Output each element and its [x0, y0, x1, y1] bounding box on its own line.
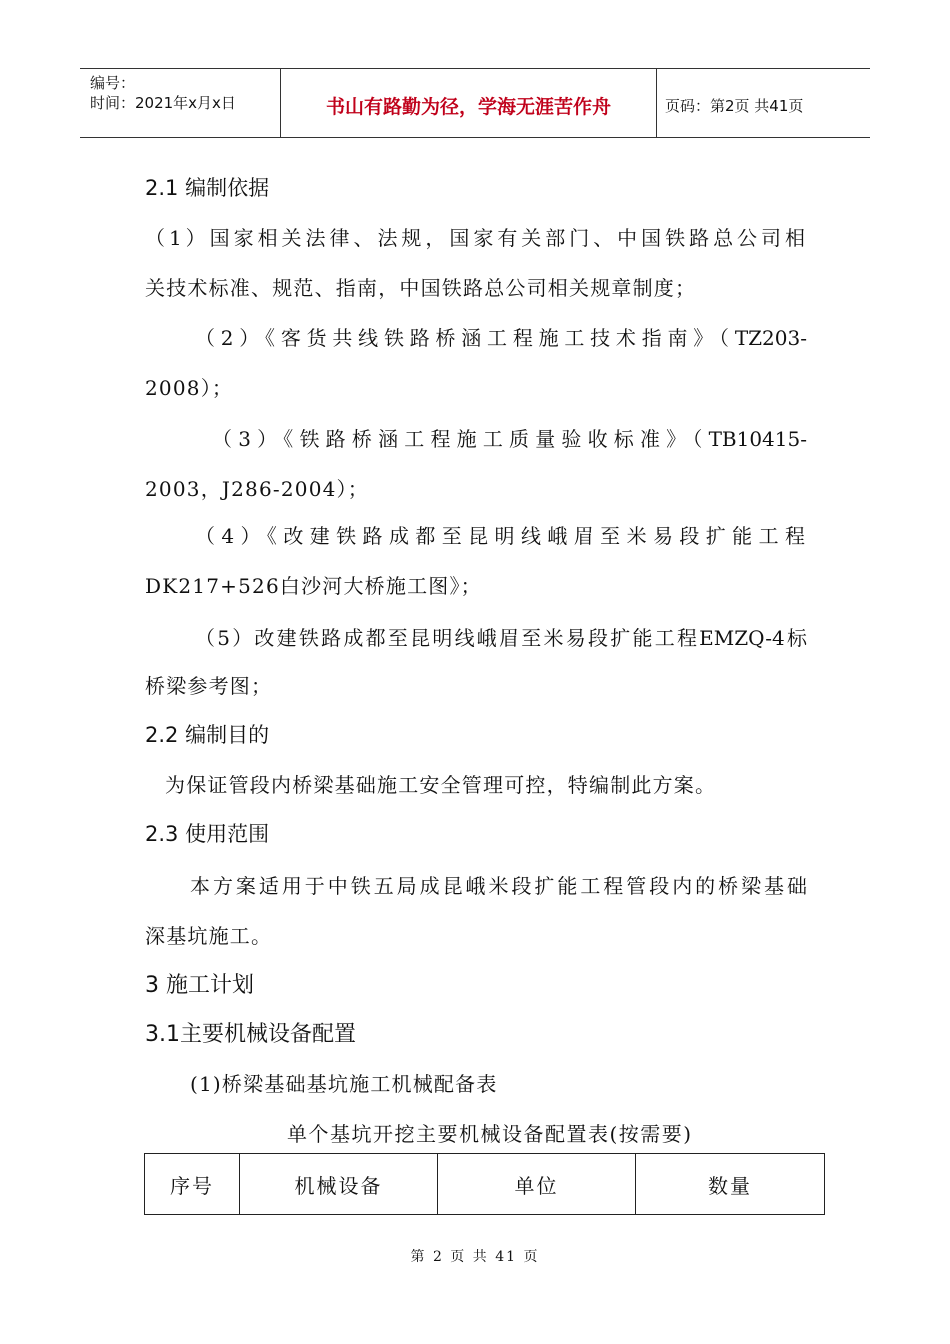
table-caption: 单个基坑开挖主要机械设备配置表(按需要): [287, 1122, 693, 1146]
table-header-row: [145, 1154, 825, 1215]
equipment-table: [144, 1153, 825, 1215]
section-3-title: 3 施工计划: [145, 973, 254, 998]
basis-item-3-line-2: 2003，J286-2004）；: [145, 477, 369, 501]
section-2-1-title: 2.1 编制依据: [145, 176, 270, 200]
basis-item-5-line-1: （5）改建铁路成都至昆明线峨眉至米易段扩能工程EMZQ-4标: [195, 626, 807, 650]
basis-item-1-line-2: 关技术标准、规范、指南，中国铁路总公司相关规章制度；: [145, 276, 697, 300]
header-meta: [80, 69, 281, 137]
header-motto: 书山有路勤为径，学海无涯苦作舟: [281, 69, 657, 137]
equipment-subtitle: (1)桥梁基础基坑施工机械配备表: [190, 1072, 498, 1096]
basis-item-4-line-2: DK217+526白沙河大桥施工图》；: [145, 574, 482, 598]
section-3-1-title: 3.1主要机械设备配置: [145, 1022, 356, 1047]
document-header: [80, 68, 870, 138]
page-footer: 第 2 页 共 41 页: [410, 1249, 540, 1265]
purpose-text: 为保证管段内桥梁基础施工安全管理可控，特编制此方案。: [165, 773, 717, 797]
col-header-equipment: 机械设备: [240, 1154, 438, 1215]
doc-number-label: 编号：: [90, 74, 136, 92]
col-header-unit: 单位: [438, 1154, 636, 1215]
basis-item-2-line-1: （2）《客货共线铁路桥涵工程施工技术指南》（TZ203-: [195, 326, 807, 350]
col-header-quantity: 数量: [636, 1154, 825, 1215]
scope-line-2: 深基坑施工。: [145, 924, 273, 948]
basis-item-2-line-2: 2008）；: [145, 376, 234, 400]
scope-line-1: 本方案适用于中铁五局成昆峨米段扩能工程管段内的桥梁基础: [190, 874, 807, 898]
header-page-info: 页码：第2页 共41页: [665, 96, 804, 115]
basis-item-3-line-1: （3）《铁路桥涵工程施工质量验收标准》（TB10415-: [212, 427, 807, 451]
section-2-2-title: 2.2 编制目的: [145, 723, 270, 747]
doc-date-label: 时间：2021年x月x日: [90, 94, 236, 112]
basis-item-1-line-1: （1）国家相关法律、法规，国家有关部门、中国铁路总公司相: [145, 226, 805, 250]
section-2-3-title: 2.3 使用范围: [145, 822, 270, 846]
col-header-index: 序号: [145, 1154, 240, 1215]
basis-item-4-line-1: （4）《改建铁路成都至昆明线峨眉至米易段扩能工程: [195, 524, 805, 548]
basis-item-5-line-2: 桥梁参考图；: [145, 674, 273, 698]
